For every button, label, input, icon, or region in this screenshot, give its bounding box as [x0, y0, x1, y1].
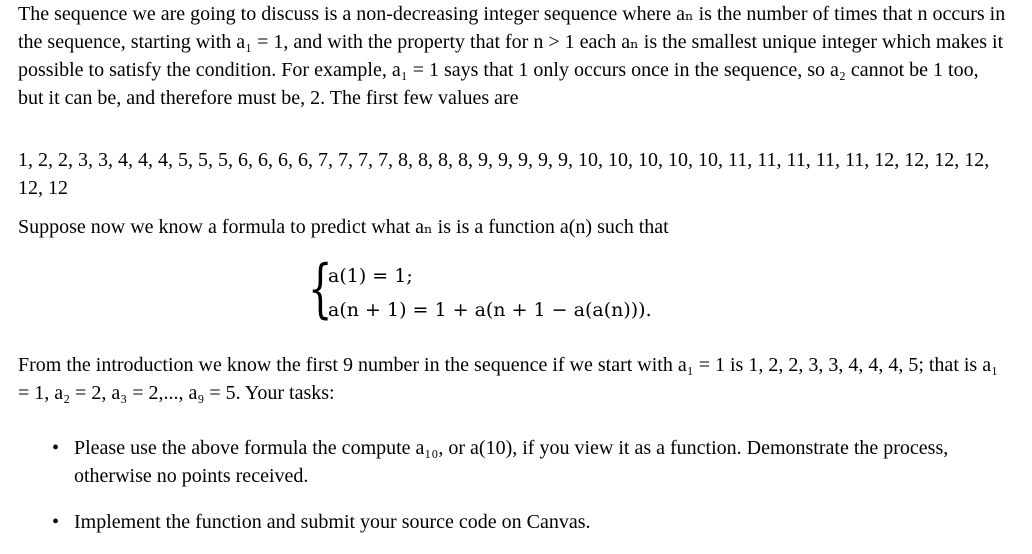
known-values-paragraph: From the introduction we know the first 9 number in the sequence if we start with a₁ = 1 is 1, 2, 2, 3, 3, 4, 4, 4, 5; that is a₁ = 1, a₂ = 2, a₃ = 2,..., a₉ = 5. Your tasks: — [18, 354, 999, 404]
bullet-icon: • — [52, 437, 60, 459]
task-text: Please use the above formula the compute a₁₀, or a(10), if you view it as a function. Demonstrate the process, otherwise no points received. — [74, 437, 949, 487]
task-text: Implement the function and submit your source code on Canvas. — [74, 511, 591, 533]
task-item — [18, 434, 1008, 490]
formula-line-2: a(n + 1) = 1 + a(n + 1 − a(a(n))). — [328, 299, 652, 321]
left-brace: { — [308, 252, 333, 326]
recurrence-system — [308, 252, 708, 332]
bullet-icon: • — [52, 511, 60, 533]
sequence-values: 1, 2, 2, 3, 3, 4, 4, 4, 5, 5, 5, 6, 6, 6, 6, 7, 7, 7, 7, 8, 8, 8, 8, 9, 9, 9, 9, 9, 10, 10, 10, 10, 10, 11, 11, 11, 11, 11, 12, 12, 12, 12, 12, 12 — [18, 149, 990, 199]
formula-intro-paragraph: Suppose now we know a formula to predict what aₙ is is a function a(n) such that — [18, 216, 669, 238]
formula-line-1: a(1) = 1; — [328, 265, 413, 287]
intro-paragraph: The sequence we are going to discuss is a non-decreasing integer sequence where aₙ is the number of times that n occurs in the sequence, starting with a₁ = 1, and with the property that for n > 1 each aₙ is the smallest unique integer which makes it possible to satisfy the condition. For example, a₁ = 1 says that 1 only occurs once in the sequence, so a₂ cannot be 1 too, but it can be, and therefore must be, 2. The first few values are — [18, 3, 1006, 109]
task-list — [18, 434, 1008, 554]
task-item — [18, 508, 1008, 536]
